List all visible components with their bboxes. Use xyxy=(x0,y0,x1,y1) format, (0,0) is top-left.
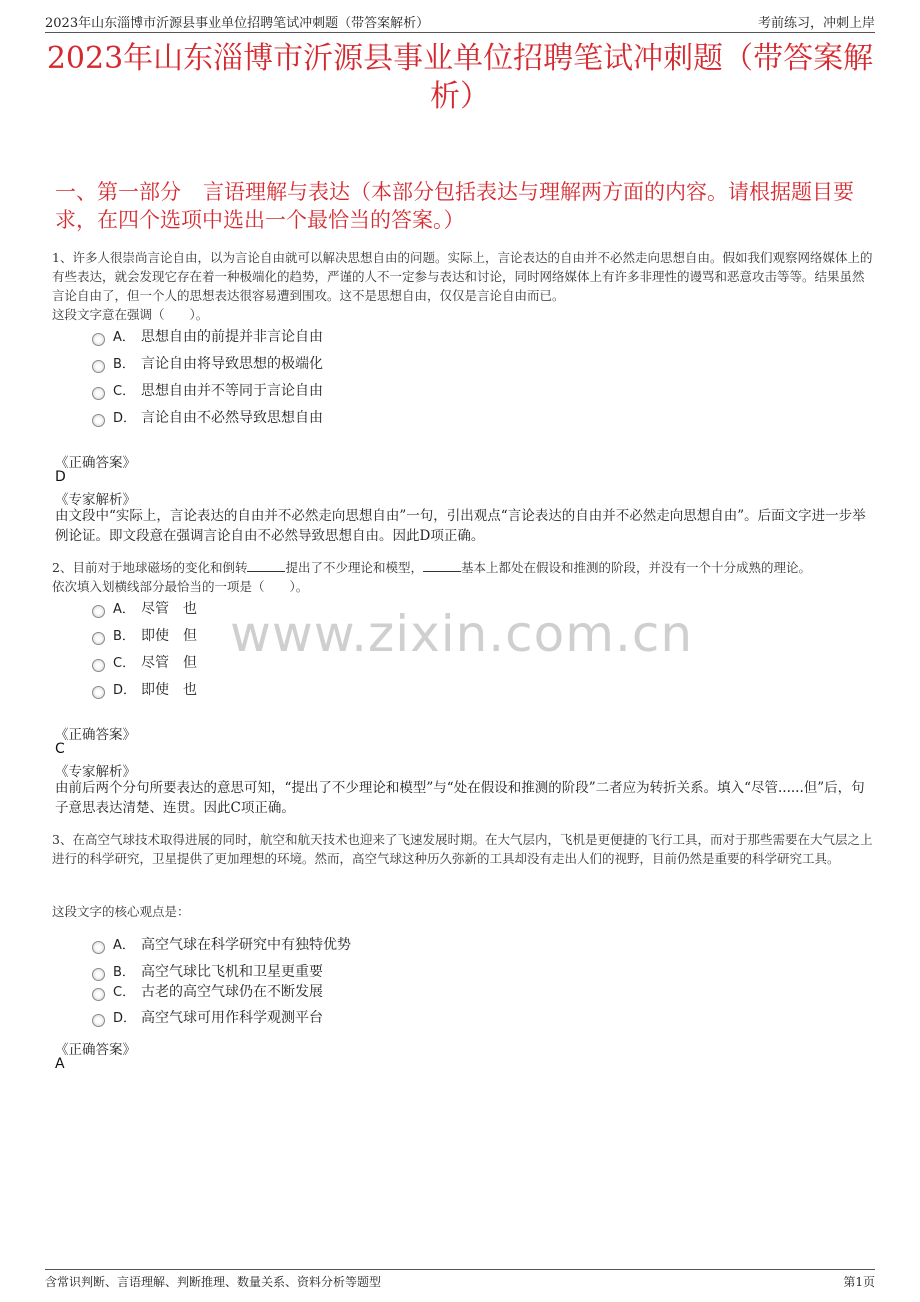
radio-icon[interactable] xyxy=(92,988,105,1001)
question-2-option-c[interactable]: C． 尽管 但 xyxy=(92,652,197,674)
document-title: 2023年山东淄博市沂源县事业单位招聘笔试冲刺题（带答案解析） xyxy=(46,41,874,114)
footer-description: 含常识判断、言语理解、判断推理、数量关系、资料分析等题型 xyxy=(45,1275,382,1289)
question-3-option-a[interactable]: A． 高空气球在科学研究中有独特优势 xyxy=(92,934,351,956)
radio-icon[interactable] xyxy=(92,686,105,699)
question-2-option-a[interactable]: A． 尽管 也 xyxy=(92,598,197,620)
question-2-analysis: 由前后两个分句所要表达的意思可知，“提出了不少理论和模型”与“处在假设和推测的阶段”二者应为转折关系。填入“尽管......但”后，句子意思表达清楚、连贯。因此C项正确。 xyxy=(55,780,865,816)
page-header xyxy=(45,10,875,33)
section-description: 言语理解与表达（本部分包括表达与理解两方面的内容。请根据题目要求，在四个选项中选出一个最恰当的答案。） xyxy=(55,180,854,232)
question-2-answer-label: 《正确答案》 xyxy=(55,727,136,743)
question-1-analysis-label: 《专家解析》 xyxy=(55,492,136,508)
question-3-prompt: 这段文字的核心观点是： xyxy=(52,904,190,919)
question-1-answer-label: 《正确答案》 xyxy=(55,455,136,471)
watermark: www.zixin.com.cn xyxy=(230,605,694,663)
radio-icon[interactable] xyxy=(92,968,105,981)
question-2-analysis-label: 《专家解析》 xyxy=(55,764,136,780)
question-1-option-b[interactable]: B． 言论自由将导致思想的极端化 xyxy=(92,353,323,375)
question-1-analysis: 由文段中“实际上，言论表达的自由并不必然走向思想自由”一句，引出观点“言论表达的自由并不必然走向思想自由”。后面文字进一步举例论证。即文段意在强调言论自由不必然导致思想自由。因此D项正确。 xyxy=(55,508,866,544)
header-slogan: 考前练习，冲刺上岸 xyxy=(757,16,875,31)
question-1-option-c[interactable]: C． 思想自由并不等同于言论自由 xyxy=(92,380,323,402)
radio-icon[interactable] xyxy=(92,333,105,346)
question-3-option-d[interactable]: D． 高空气球可用作科学观测平台 xyxy=(92,1007,323,1029)
question-2-option-d[interactable]: D． 即使 也 xyxy=(92,679,197,701)
question-2-answer: C xyxy=(55,741,65,757)
radio-icon[interactable] xyxy=(92,414,105,427)
question-3-option-b[interactable]: B． 高空气球比飞机和卫星更重要 xyxy=(92,961,323,983)
header-doc-title: 2023年山东淄博市沂源县事业单位招聘笔试冲刺题（带答案解析） xyxy=(45,16,430,31)
question-2-prompt: 依次填入划横线部分最恰当的一项是（ ）。 xyxy=(52,579,309,594)
fill-blank-1 xyxy=(247,559,285,572)
radio-icon[interactable] xyxy=(92,941,105,954)
question-2-stem: 2、目前对于地球磁场的变化和倒转 提出了不少理论和模型， 基本上都处在假设和推测的阶段，并没有一个十分成熟的理论。 xyxy=(52,560,811,575)
page-footer xyxy=(45,1269,875,1292)
section-name: 一、第一部分 xyxy=(55,180,181,204)
page-number: 第1页 xyxy=(843,1275,875,1289)
question-3-answer-label: 《正确答案》 xyxy=(55,1042,136,1058)
fill-blank-2 xyxy=(423,559,461,572)
question-1-option-a[interactable]: A． 思想自由的前提并非言论自由 xyxy=(92,326,323,348)
radio-icon[interactable] xyxy=(92,387,105,400)
question-1-prompt: 这段文字意在强调（ ）。 xyxy=(52,307,209,322)
question-3-option-c[interactable]: C． 古老的高空气球仍在不断发展 xyxy=(92,981,323,1003)
radio-icon[interactable] xyxy=(92,1014,105,1027)
question-1-stem: 1、许多人很崇尚言论自由，以为言论自由就可以解决思想自由的问题。实际上，言论表达的自由并不必然走向思想自由。假如我们观察网络媒体上的有些表达，就会发现它存在着一种极端化的趋势，严谨的人不一定参与表达和讨论，同时网络媒体上有许多非理性的谩骂和恶意攻击等等。结果虽然言论自由了，但一个人的思想表达很容易遭到围攻。这不是思想自由，仅仅是言论自由而已。 xyxy=(52,250,873,303)
radio-icon[interactable] xyxy=(92,605,105,618)
question-1-option-d[interactable]: D． 言论自由不必然导致思想自由 xyxy=(92,407,323,429)
section-heading xyxy=(55,178,865,234)
radio-icon[interactable] xyxy=(92,360,105,373)
radio-icon[interactable] xyxy=(92,659,105,672)
question-1-answer: D xyxy=(55,469,66,485)
question-3-answer: A xyxy=(55,1056,65,1072)
question-2-option-b[interactable]: B． 即使 但 xyxy=(92,625,197,647)
question-3-stem: 3、在高空气球技术取得进展的同时，航空和航天技术也迎来了飞速发展时期。在大气层内，飞机是更便捷的飞行工具，而对于那些需要在大气层之上进行的科学研究，卫星提供了更加理想的环境。然而，高空气球这种历久弥新的工具却没有走出人们的视野，目前仍然是重要的科学研究工具。 xyxy=(52,832,873,866)
radio-icon[interactable] xyxy=(92,632,105,645)
